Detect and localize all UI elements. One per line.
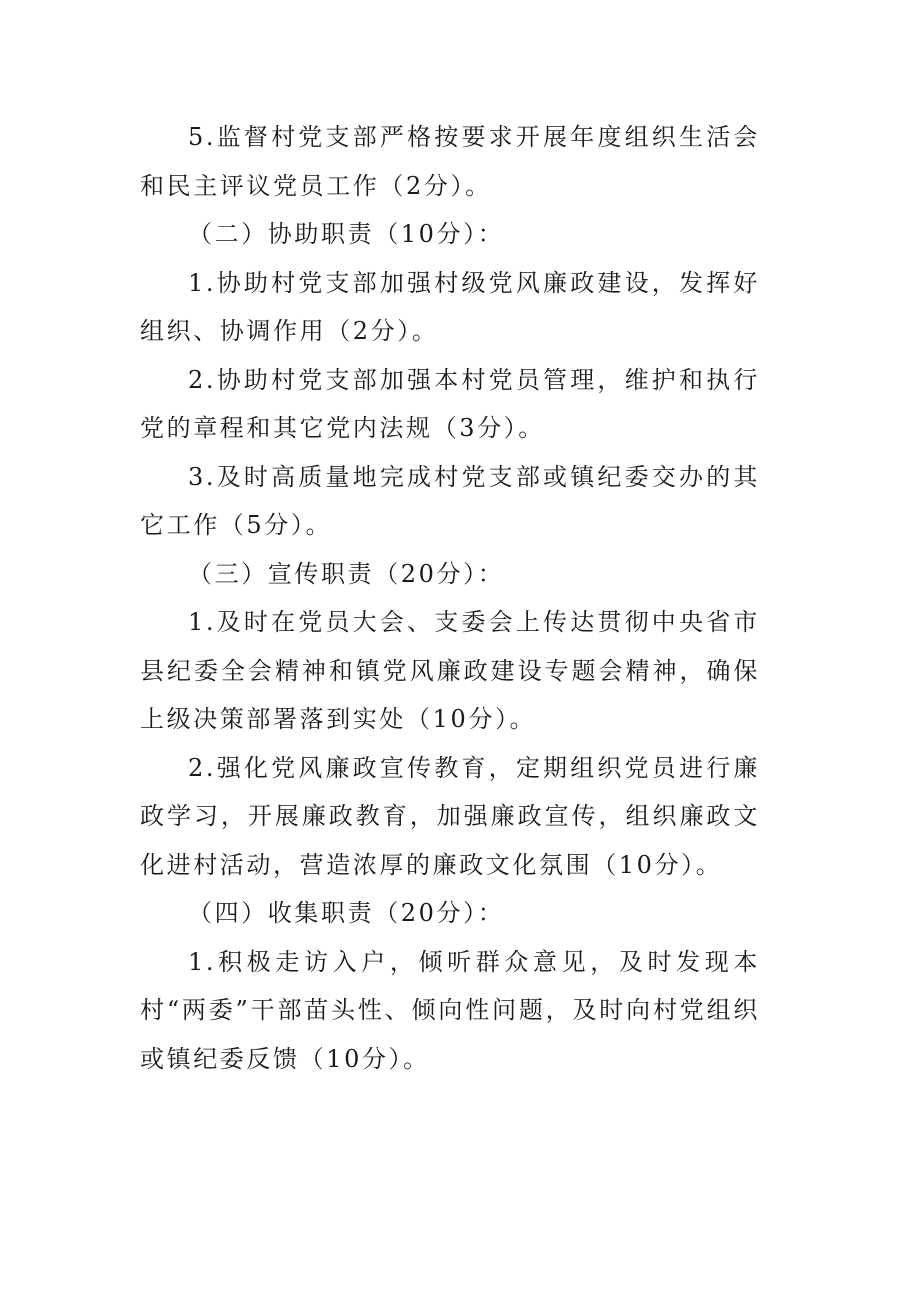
paragraph-item-1-publicity: 1.及时在党员大会、支委会上传达贯彻中央省市县纪委全会精神和镇党风廉政建设专题会精神，确保上级决策部署落到实处（10分）。: [140, 608, 760, 733]
section-heading-collection-duties: （四）收集职责（20分）：: [188, 899, 505, 927]
section-heading-publicity-duties: （三）宣传职责（20分）：: [188, 559, 505, 588]
paragraph-item-5-supervision: 5.监督村党支部严格按要求开展年度组织生活会和民主评议党员工作（2分）。: [140, 123, 760, 200]
paragraph-item-1-collection: 1.积极走访入户，倾听群众意见，及时发现本村“两委”干部苗头性、倾向性问题，及时向村党组织或镇纪委反馈（10分）。: [140, 947, 760, 1073]
document-body: [140, 113, 760, 1083]
section-heading-assist-duties: （二）协助职责（10分）：: [188, 220, 505, 248]
paragraph-item-2-assist: 2.协助村党支部加强本村党员管理，维护和执行党的章程和其它党内法规（3分）。: [140, 365, 760, 442]
paragraph-item-1-assist: 1.协助村党支部加强村级党风廉政建设，发挥好组织、协调作用（2分）。: [140, 268, 760, 345]
paragraph-item-2-publicity: 2.强化党风廉政宣传教育，定期组织党员进行廉政学习，开展廉政教育，加强廉政宣传，组织廉政文化进村活动，营造浓厚的廉政文化氛围（10分）。: [140, 753, 760, 879]
paragraph-item-3-assist: 3.及时高质量地完成村党支部或镇纪委交办的其它工作（5分）。: [140, 462, 760, 539]
